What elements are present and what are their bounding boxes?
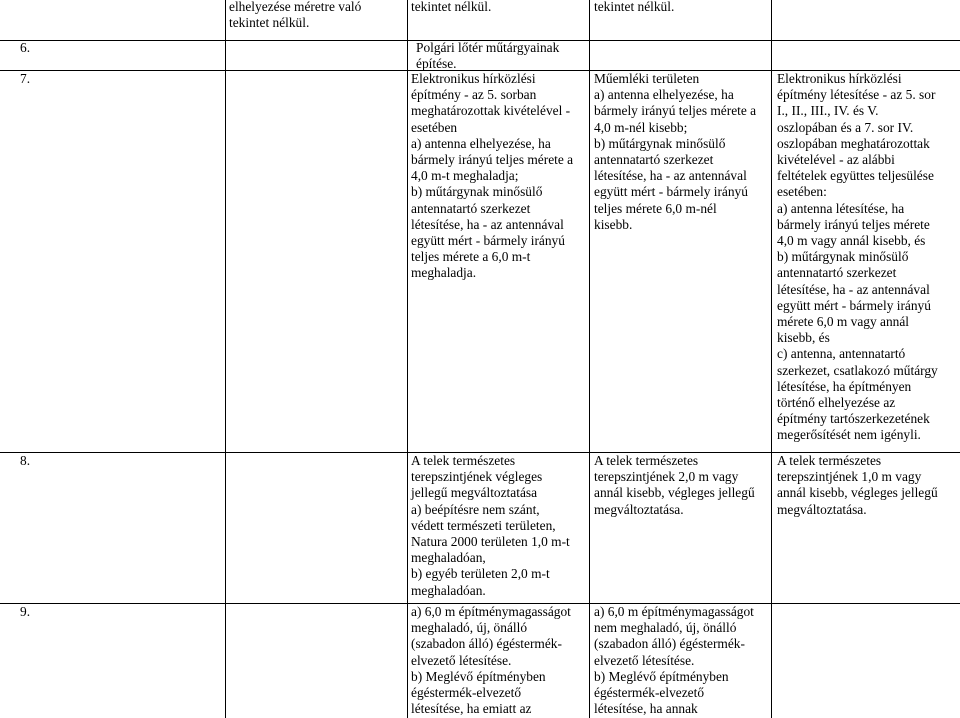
cell-r9-col-d: a) 6,0 m építménymagasságot nem meghaladó, új, önálló (szabadon álló) égéstermék- elvezető létesítése. b) Meglévő építményben égéstermék-elvezető létesítése, ha annak bbox=[594, 604, 754, 717]
column-divider bbox=[225, 0, 226, 718]
row-number: 6. bbox=[20, 40, 31, 55]
cell-r8-col-c: A telek természetes terepszintjének végleges jellegű megváltoztatása a) beépítésre nem szánt, védett természeti területen, Natura 2000 területen 1,0 m-t meghaladóan, b) egyéb területen 2,0 m-t meghaladóan. bbox=[411, 453, 570, 598]
cell-r7-col-c: Elektronikus hírközlési építmény - az 5. sorban meghatározottak kivételével - esetében a) antenna elhelyezése, ha bármely irányú teljes mérete a 4,0 m-t meghaladja; b) műtárgynak minősülő antennatartó szerkezet létesítése, ha - az antennával együtt mért - bármely irányú teljes mérete a 6,0 m-t meghaladja. bbox=[411, 71, 574, 281]
cell-r0-col-b: elhelyezése méretre való tekintet nélkül. bbox=[229, 0, 362, 31]
column-divider bbox=[407, 0, 408, 718]
cell-r9-col-c: a) 6,0 m építménymagasságot meghaladó, új, önálló (szabadon álló) égéstermék- elvezető létesítése. b) Meglévő építményben égéstermék-elvezető létesítése, ha emiatt az bbox=[411, 604, 571, 717]
row-number: 8. bbox=[20, 453, 31, 468]
row-number: 7. bbox=[20, 71, 31, 86]
cell-r0-col-d: tekintet nélkül. bbox=[594, 0, 675, 14]
cell-r8-col-d: A telek természetes terepszintjének 2,0 m vagy annál kisebb, végleges jellegű megváltoztatása. bbox=[594, 453, 755, 517]
cell-r0-col-c: tekintet nélkül. bbox=[411, 0, 492, 14]
cell-r6-col-c: Polgári lőtér műtárgyainak építése. bbox=[416, 40, 560, 72]
row-number: 9. bbox=[20, 604, 31, 619]
cell-r7-col-d: Műemléki területen a) antenna elhelyezése, ha bármely irányú teljes mérete a 4,0 m-nél kisebb; b) műtárgynak minősülő antennatartó szerkezet létesítése, ha - az antennával együtt mért - bármely irányú teljes mérete 6,0 m-nél kisebb. bbox=[594, 71, 757, 232]
column-divider bbox=[589, 0, 590, 718]
cell-r7-col-e: Elektronikus hírközlési építmény létesítése - az 5. sor I., II., III., IV. és V. oszlopában és a 7. sor IV. oszlopában meghatározottak kivételével - az alábbi feltételek együttes teljesülése esetében: a) antenna létesítése, ha bármely irányú teljes mérete 4,0 m vagy annál kisebb, és b) műtárgynak minősülő antennatartó szerkezet létesítése, ha - az antennával együtt mért - bármely irányú mérete 6,0 m vagy annál kisebb, és c) antenna, antennatartó szerkezet, csatlakozó műtárgy létesítése, ha építményen történő elhelyezése az építmény tartószerkezetének megerősítését nem igényli. bbox=[777, 71, 938, 443]
cell-r8-col-e: A telek természetes terepszintjének 1,0 m vagy annál kisebb, végleges jellegű megváltoztatása. bbox=[777, 453, 938, 517]
